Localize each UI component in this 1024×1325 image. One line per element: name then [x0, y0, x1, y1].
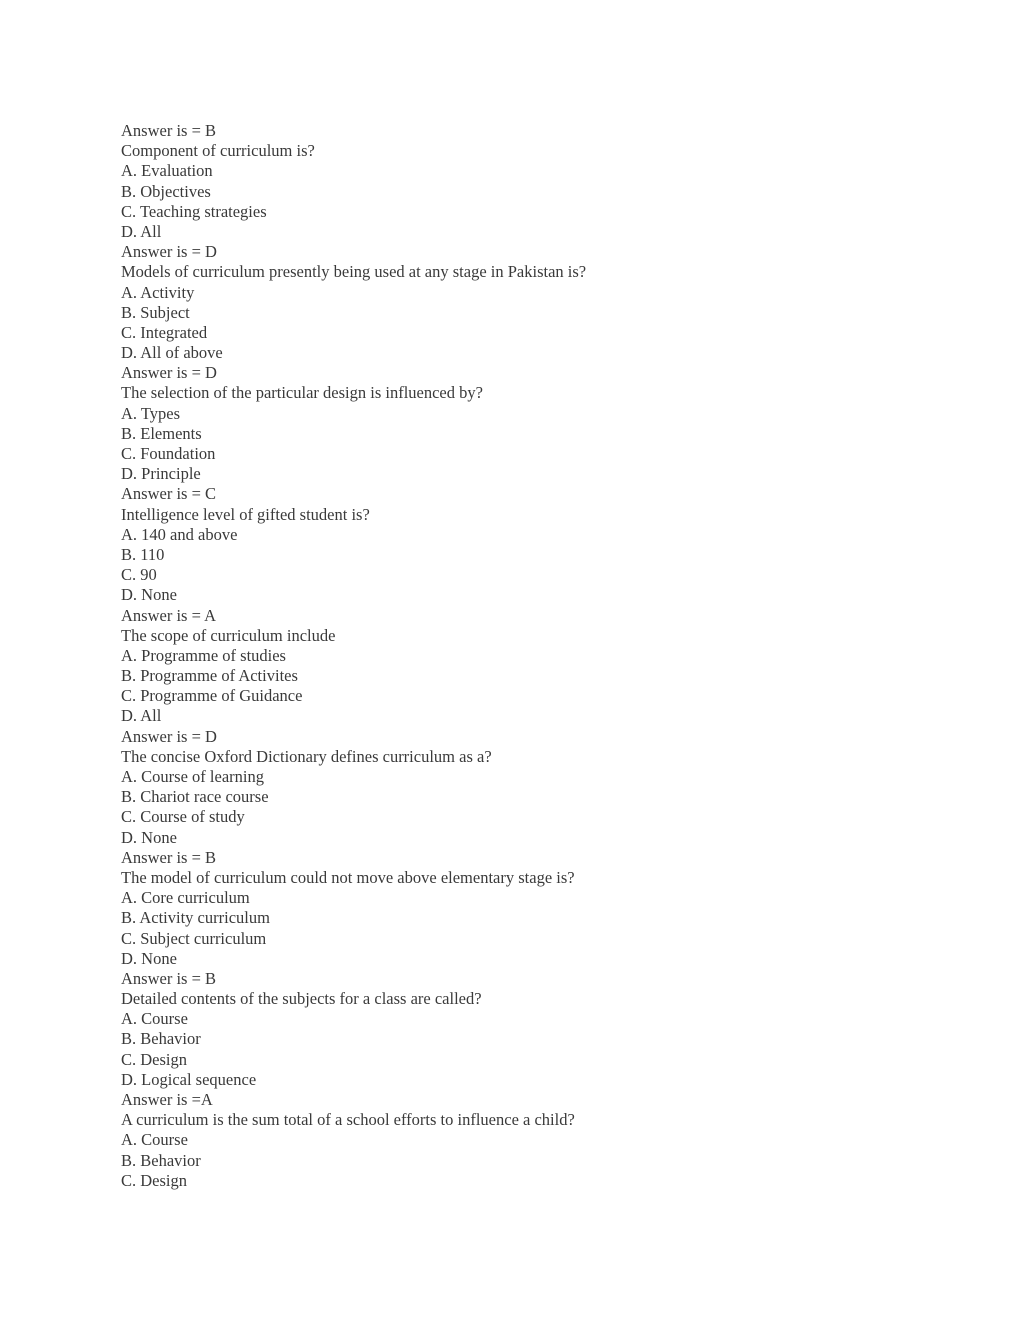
- option-line: A. Core curriculum: [121, 888, 250, 908]
- question-line: The scope of curriculum include: [121, 625, 336, 645]
- option-line: A. Course of learning: [121, 767, 264, 786]
- answer-line: Answer is =A: [121, 1090, 213, 1109]
- option-line: B. Behavior: [121, 1150, 201, 1170]
- question-line: The concise Oxford Dictionary defines curriculum as a?: [121, 746, 492, 766]
- option-line: D. Logical sequence: [121, 1069, 257, 1089]
- answer-line: Answer is = C: [121, 484, 217, 504]
- option-line: C. Teaching strategies: [121, 201, 267, 221]
- option-line: C. Design: [121, 1049, 187, 1069]
- option-line: A. Course: [121, 1009, 188, 1029]
- option-line: C. Integrated: [121, 322, 208, 342]
- option-line: C. Subject curriculum: [121, 928, 267, 948]
- option-line: A. Programme of studies: [121, 645, 286, 665]
- option-line: D. None: [121, 827, 177, 847]
- option-line: B. Behavior: [121, 1029, 201, 1049]
- option-line: A. Course: [121, 1130, 188, 1150]
- question-line: The selection of the particular design is influenced by?: [121, 383, 483, 403]
- option-line: D. None: [121, 948, 177, 968]
- option-line: A. Evaluation: [121, 161, 213, 181]
- option-line: B. Subject: [121, 302, 190, 322]
- option-line: B. Chariot race course: [121, 787, 269, 807]
- option-line: B. Elements: [121, 423, 202, 443]
- answer-line: Answer is = D: [121, 726, 217, 746]
- option-line: C. Foundation: [121, 444, 216, 463]
- option-line: D. Principle: [121, 464, 201, 484]
- option-line: B. Objectives: [121, 181, 211, 201]
- question-line: A curriculum is the sum total of a school efforts to influence a child?: [121, 1110, 575, 1130]
- option-line: A. Types: [121, 403, 181, 423]
- question-line: Models of curriculum presently being used at any stage in Pakistan is?: [121, 262, 587, 282]
- question-line: Detailed contents of the subjects for a class are called?: [121, 989, 482, 1009]
- option-line: A. Activity: [121, 282, 195, 302]
- option-line: B. Activity curriculum: [121, 908, 270, 928]
- answer-line: Answer is = D: [121, 363, 217, 383]
- answer-line: Answer is = D: [121, 242, 217, 262]
- option-line: C. Design: [121, 1170, 187, 1190]
- option-line: D. All: [121, 706, 162, 726]
- option-line: C. 90: [121, 565, 157, 585]
- option-line: C. Course of study: [121, 807, 245, 827]
- question-line: Intelligence level of gifted student is?: [121, 504, 370, 524]
- answer-line: Answer is = A: [121, 605, 217, 625]
- answer-line: Answer is = B: [121, 968, 217, 988]
- option-line: C. Programme of Guidance: [121, 686, 303, 706]
- answer-line: Answer is = B: [121, 121, 217, 140]
- document-body: [121, 121, 921, 1191]
- answer-line: Answer is = B: [121, 847, 217, 867]
- option-line: D. None: [121, 585, 177, 605]
- question-line: The model of curriculum could not move above elementary stage is?: [121, 867, 575, 887]
- question-line: Component of curriculum is?: [121, 141, 315, 161]
- option-line: B. Programme of Activites: [121, 666, 298, 686]
- option-line: D. All: [121, 221, 162, 241]
- option-line: B. 110: [121, 544, 165, 564]
- option-line: A. 140 and above: [121, 524, 238, 544]
- option-line: D. All of above: [121, 343, 223, 363]
